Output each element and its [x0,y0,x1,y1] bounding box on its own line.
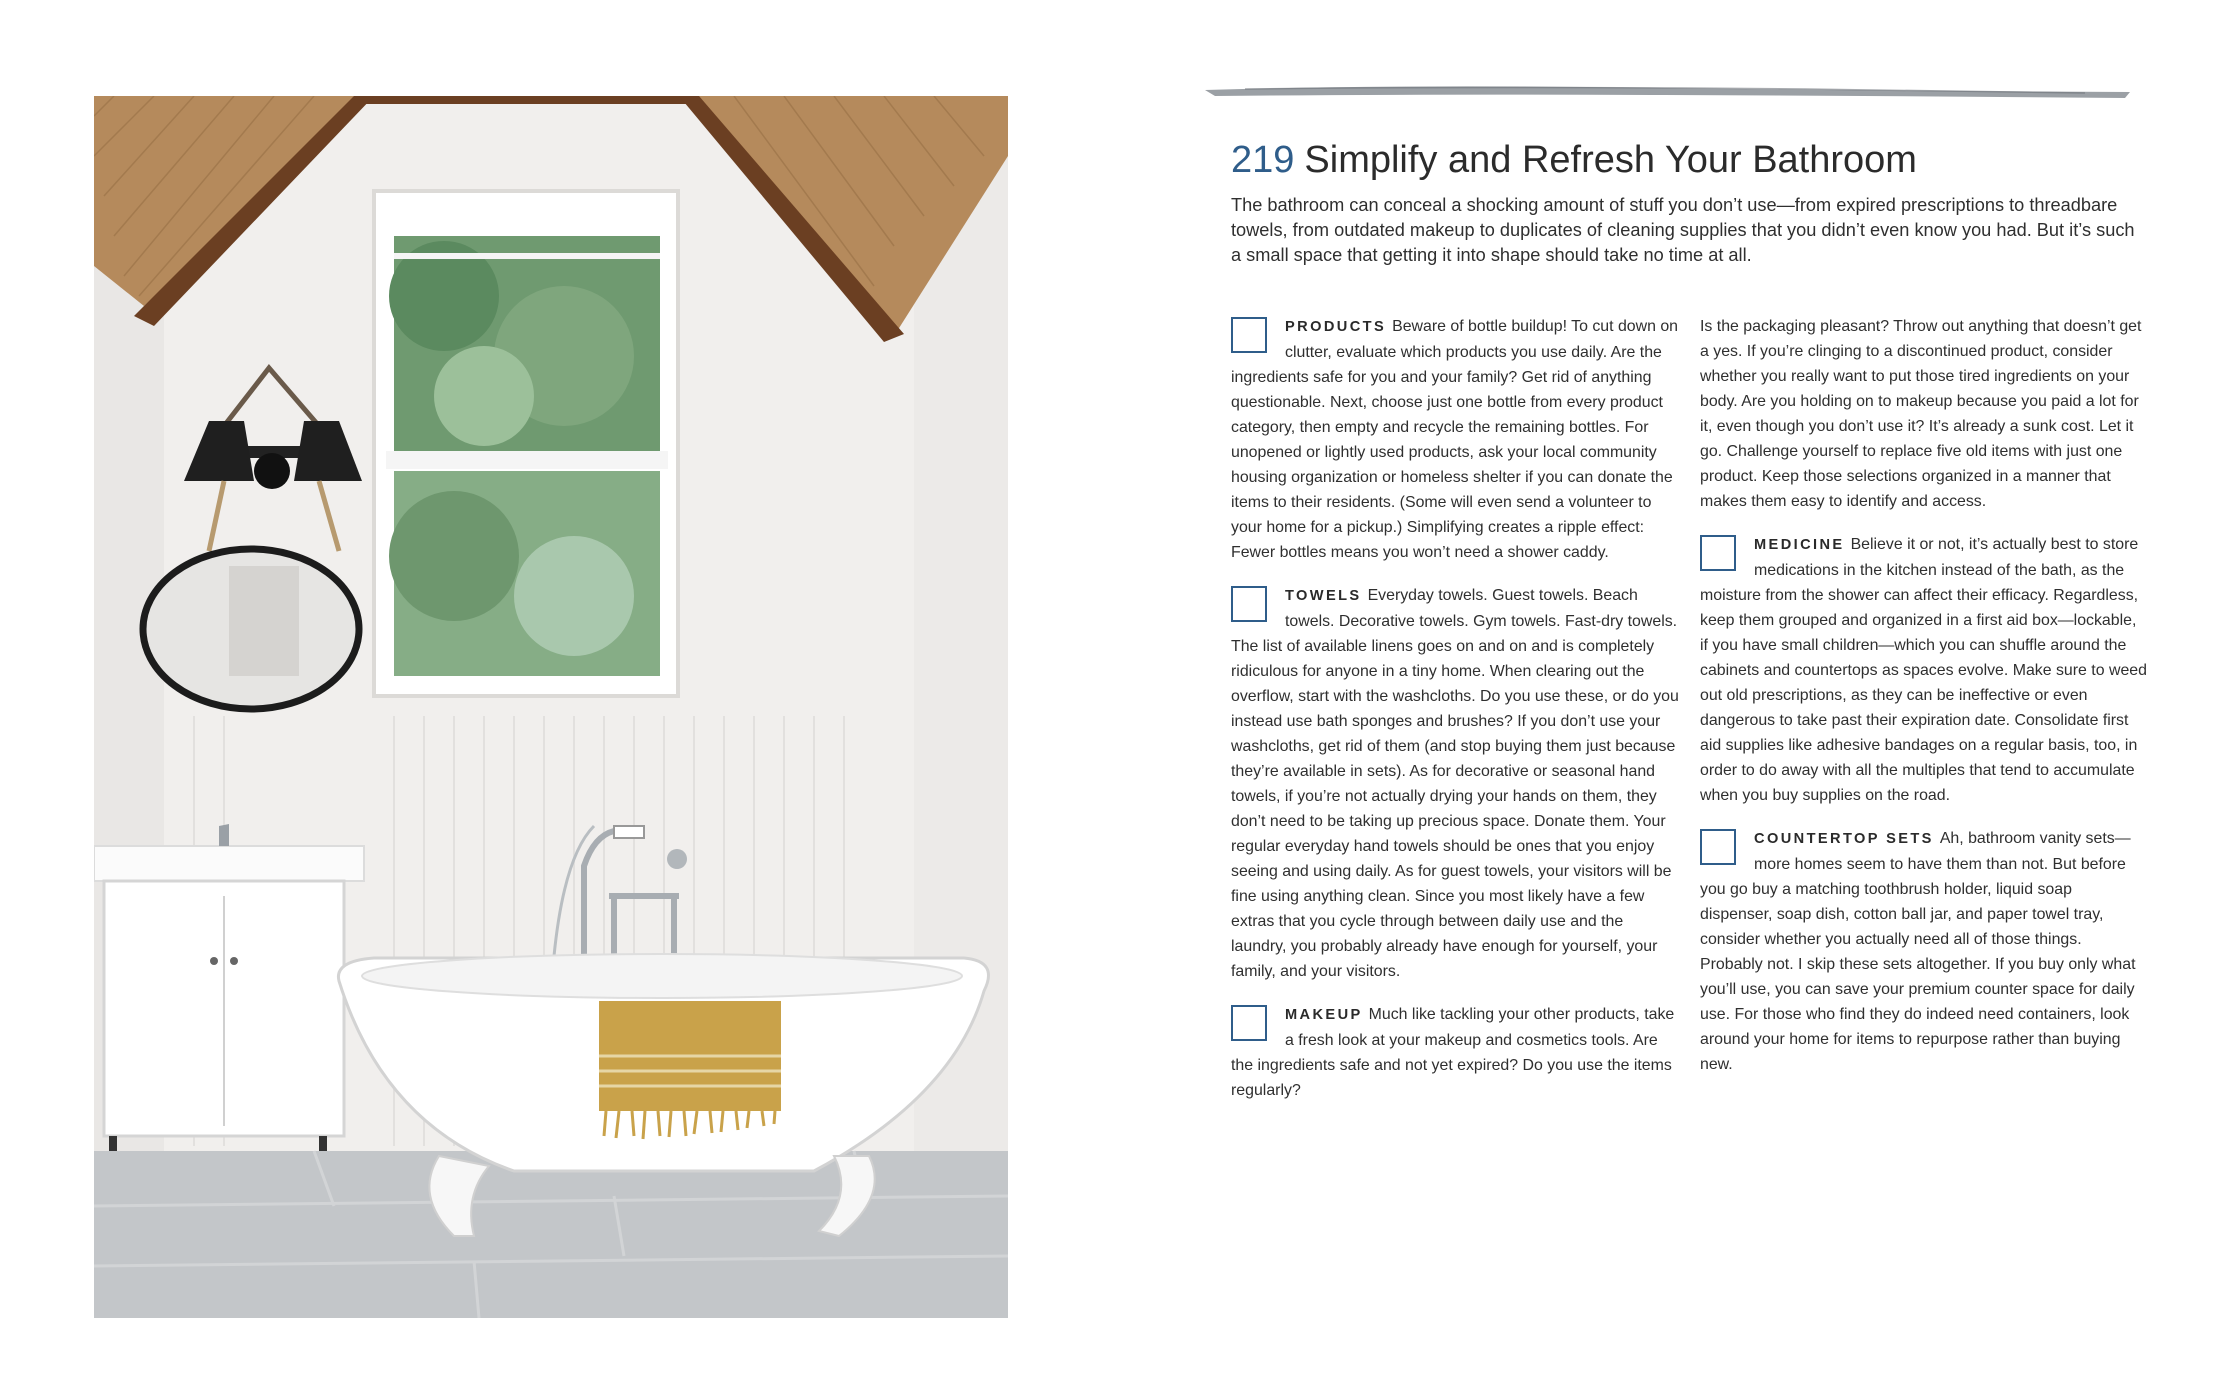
bathroom-photo [94,96,1008,1318]
item-text: Beware of bottle buildup! To cut down on clutter, evaluate which products you use daily. Are the ingredients safe for you and your family? Get rid of anything questionable. Next, choose just one bottle from every product category, then empty and recycle the remaining bottles. For unopened or lightly used products, ask your local community housing organization or homeless shelter if you can donate the items to their residents. (Some will even send a volunteer to your home for a pickup.) Simplifying creates a ripple effect: Fewer bottles means you won’t need a shower caddy. [1231,318,1679,561]
page-title [1231,136,2131,184]
tip-number: 219 [1231,139,1295,181]
checklist-item-countertop-sets [1700,826,2148,1077]
checklist-item-makeup [1231,1002,1679,1103]
checkbox[interactable] [1231,1005,1267,1041]
item-label: MEDICINE [1754,537,1845,553]
checkbox[interactable] [1700,829,1736,865]
checklist-item-products [1231,314,1679,565]
item-text: Everyday towels. Guest towels. Beach towels. Decorative towels. Gym towels. Fast-dry towels. The list of available linens goes on and on and is completely ridiculous for anyone in a tiny home. When clearing out the overflow, start with the washcloths. Do you use these, or do you instead use bath sponges and brushes? If you don’t use your washcloths, get rid of them (and stop buying them just because they’re available in sets). As for decorative or seasonal hand towels, if you’re not actually drying your hands on them, they don’t need to be taking up precious space. Donate them. Your regular everyday hand towels should be ones that you enjoy seeing and using daily. As for guest towels, your visitors will be fine using anything clean. Since you most likely have a few extras that you cycle through between daily use and the laundry, you probably already have enough for yourself, your family, and your visitors. [1231,587,1679,980]
checkbox[interactable] [1231,586,1267,622]
item-label: TOWELS [1285,588,1362,604]
checkbox[interactable] [1700,535,1736,571]
item-text: Ah, bathroom vanity sets—more homes seem to have them than not. But before you go buy a matching toothbrush holder, liquid soap dispenser, soap dish, cotton ball jar, and paper towel tray, consider whether you actually need all of those things. Probably not. I skip these sets altogether. If you buy only what you’ll use, you can save your premium counter space for daily use. For those who find they do indeed need containers, look around your home for items to repurpose rather than buying new. [1700,830,2136,1073]
title-text: Simplify and Refresh Your Bathroom [1304,139,1917,181]
makeup-continuation: Is the packaging pleasant? Throw out anything that doesn’t get a yes. If you’re clinging to a discontinued product, consider whether you really want to put those tired ingredients on your body. Are you holding on to makeup because you paid a lot for it, even though you don’t use it? It’s already a sunk cost. Let it go. Challenge yourself to replace five old items with just one product. Keep those selections organized in a manner that makes them easy to identify and access. [1700,318,2142,510]
checklist-item-medicine [1700,532,2148,808]
left-column [1231,314,1679,1121]
checkbox[interactable] [1231,317,1267,353]
item-text: Believe it or not, it’s actually best to store medications in the kitchen instead of the bath, as the moisture from the shower can affect their efficacy. Regardless, keep them grouped and organized in a first aid box—lockable, if you have small children—which you can shuffle around the cabinets and countertops as spaces evolve. Make sure to weed out old prescriptions, as they can be ineffective or even dangerous to take past their expiration date. Consolidate first aid supplies like adhesive bandages on a regular basis, too, in order to do away with all the multiples that tend to accumulate when you buy supplies on the road. [1700,536,2147,804]
item-text: Much like tackling your other products, take a fresh look at your makeup and cosmetics tools. Are the ingredients safe and not yet expired? Do you use the items regularly? [1231,1006,1675,1099]
checklist-item-towels [1231,583,1679,984]
item-label: PRODUCTS [1285,319,1387,335]
right-column [1700,314,2148,1095]
item-label: MAKEUP [1285,1007,1363,1023]
item-label: COUNTERTOP SETS [1754,831,1934,847]
brush-stroke-divider [1205,80,2130,104]
intro-paragraph: The bathroom can conceal a shocking amount of stuff you don’t use—from expired prescriptions to threadbare towels, from outdated makeup to duplicates of cleaning supplies that you didn’t even know you had. But it’s such a small space that getting it into shape should take no time at all. [1231,195,2135,266]
